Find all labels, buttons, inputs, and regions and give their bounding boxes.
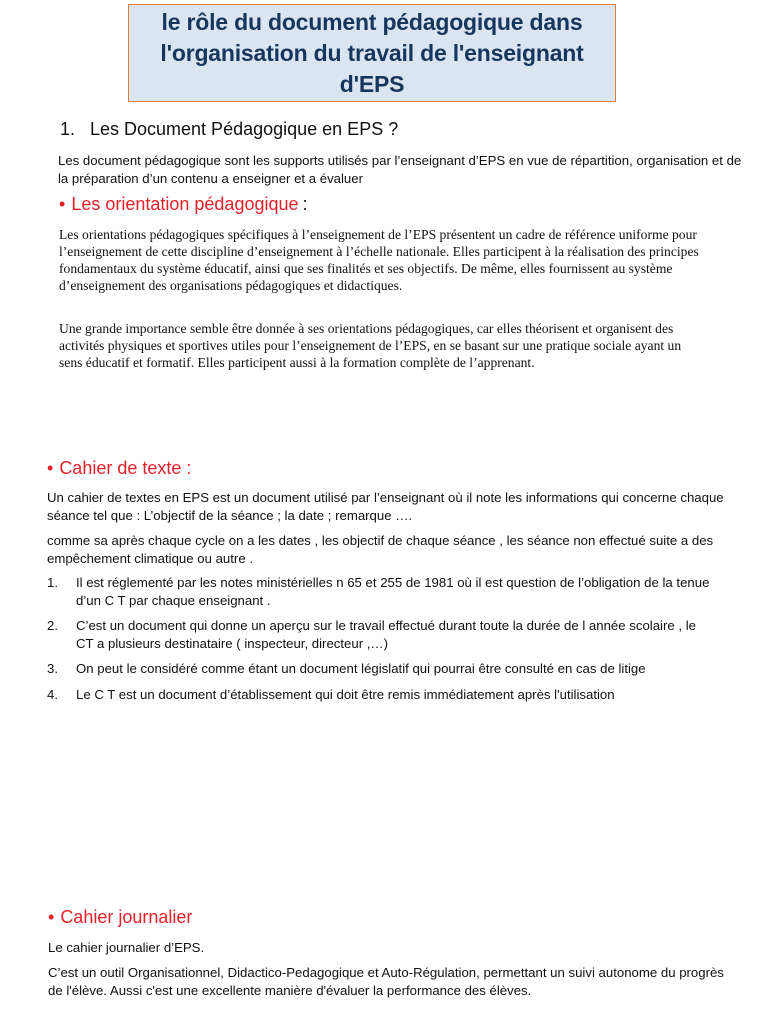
list-item — [47, 686, 715, 704]
section-1-heading — [60, 119, 398, 140]
bullet-icon: • — [59, 194, 66, 214]
document-title — [160, 7, 583, 100]
cahier-texte-heading-text: Cahier de texte : — [59, 458, 192, 478]
list-item-number: 3. — [47, 661, 58, 676]
cahier-journalier-heading-text: Cahier journalier — [60, 907, 193, 927]
cahier-texte-heading — [47, 458, 191, 479]
orientation-paragraph-2: Une grande importance semble être donnée à ses orientations pédagogiques, car elles théorisent et organisent des activités physiques et sportives utiles pour l’enseignement de l’EPS, en se basant sur une pratique sociale ayant un sens éducatif et formatif. Elles participent aussi à la formation complète de l’apprenant. — [59, 321, 682, 370]
title-box — [128, 4, 616, 102]
title-line-2: l'organisation du travail de l'enseignant — [160, 39, 584, 66]
bullet-icon: • — [47, 458, 54, 478]
list-item-number: 2. — [47, 618, 58, 633]
list-item-text: C’est un document qui donne un aperçu sur le travail effectué durant toute la durée de l année scolaire , le CT a plusieurs destinataire ( inspecteur, directeur ,…) — [76, 618, 696, 651]
orientation-heading — [59, 194, 308, 215]
section-1-intro: Les document pédagogique sont les supports utilisés par l’enseignant d’EPS en vue de répartition, organisation et de la préparation d’un contenu a enseigner et a évaluer — [58, 153, 742, 186]
section-1-number: 1. — [60, 119, 76, 139]
list-item-text: Le C T est un document d’établissement qui doit être remis immédiatement après l'utilisation — [76, 686, 615, 702]
list-item — [47, 574, 715, 609]
list-item — [47, 660, 715, 678]
title-line-3: d'EPS — [339, 70, 405, 97]
orientation-heading-text: Les orientation pédagogique — [71, 194, 299, 214]
list-item-text: Il est réglementé par les notes ministérielles n 65 et 255 de 1981 où il est question de l’obligation de la tenue d’un C T par chaque enseignant . — [76, 575, 710, 608]
bullet-icon: • — [48, 907, 55, 927]
section-1-heading-text: Les Document Pédagogique en EPS ? — [90, 119, 399, 139]
orientation-heading-colon: : — [302, 194, 308, 214]
cahier-texte-paragraph-2: comme sa après chaque cycle on a les dates , les objectif de chaque séance , les séance non effectué suite a des empêchement climatique ou autre . — [47, 533, 714, 566]
cahier-texte-paragraph-1: Un cahier de textes en EPS est un document utilisé par l’enseignant où il note les informations qui concerne chaque séance tel que : L’objectif de la séance ; la date ; remarque …. — [47, 490, 724, 523]
cahier-texte-list — [47, 574, 715, 711]
orientation-paragraph-1: Les orientations pédagogiques spécifiques à l’enseignement de l’EPS présentent un cadre de référence uniforme pour l’enseignement de cette discipline d’enseignement à l’échelle nationale. Elles participent à la réalisation des principes fondamentaux du système éducatif, ainsi que ses finalités et ses objectifs. De même, elles fournissent au système d’enseignement des organisations pédagogiques et didactiques. — [59, 227, 699, 293]
cahier-journalier-paragraph-2: C’est un outil Organisationnel, Didactico-Pedagogique et Auto-Régulation, permettant un suivi autonome du progrès de l'élève. Aussi c'est une excellente manière d'évaluer la performance des élèves. — [48, 965, 724, 998]
cahier-journalier-paragraph-1: Le cahier journalier d’EPS. — [48, 940, 205, 955]
cahier-journalier-heading — [48, 907, 192, 928]
list-item-text: On peut le considéré comme étant un document législatif qui pourrai être consulté en cas de litige — [76, 661, 646, 676]
list-item-number: 1. — [47, 575, 58, 590]
list-item-number: 4. — [47, 686, 58, 702]
title-line-1: le rôle du document pédagogique dans — [161, 8, 583, 35]
list-item — [47, 617, 715, 652]
